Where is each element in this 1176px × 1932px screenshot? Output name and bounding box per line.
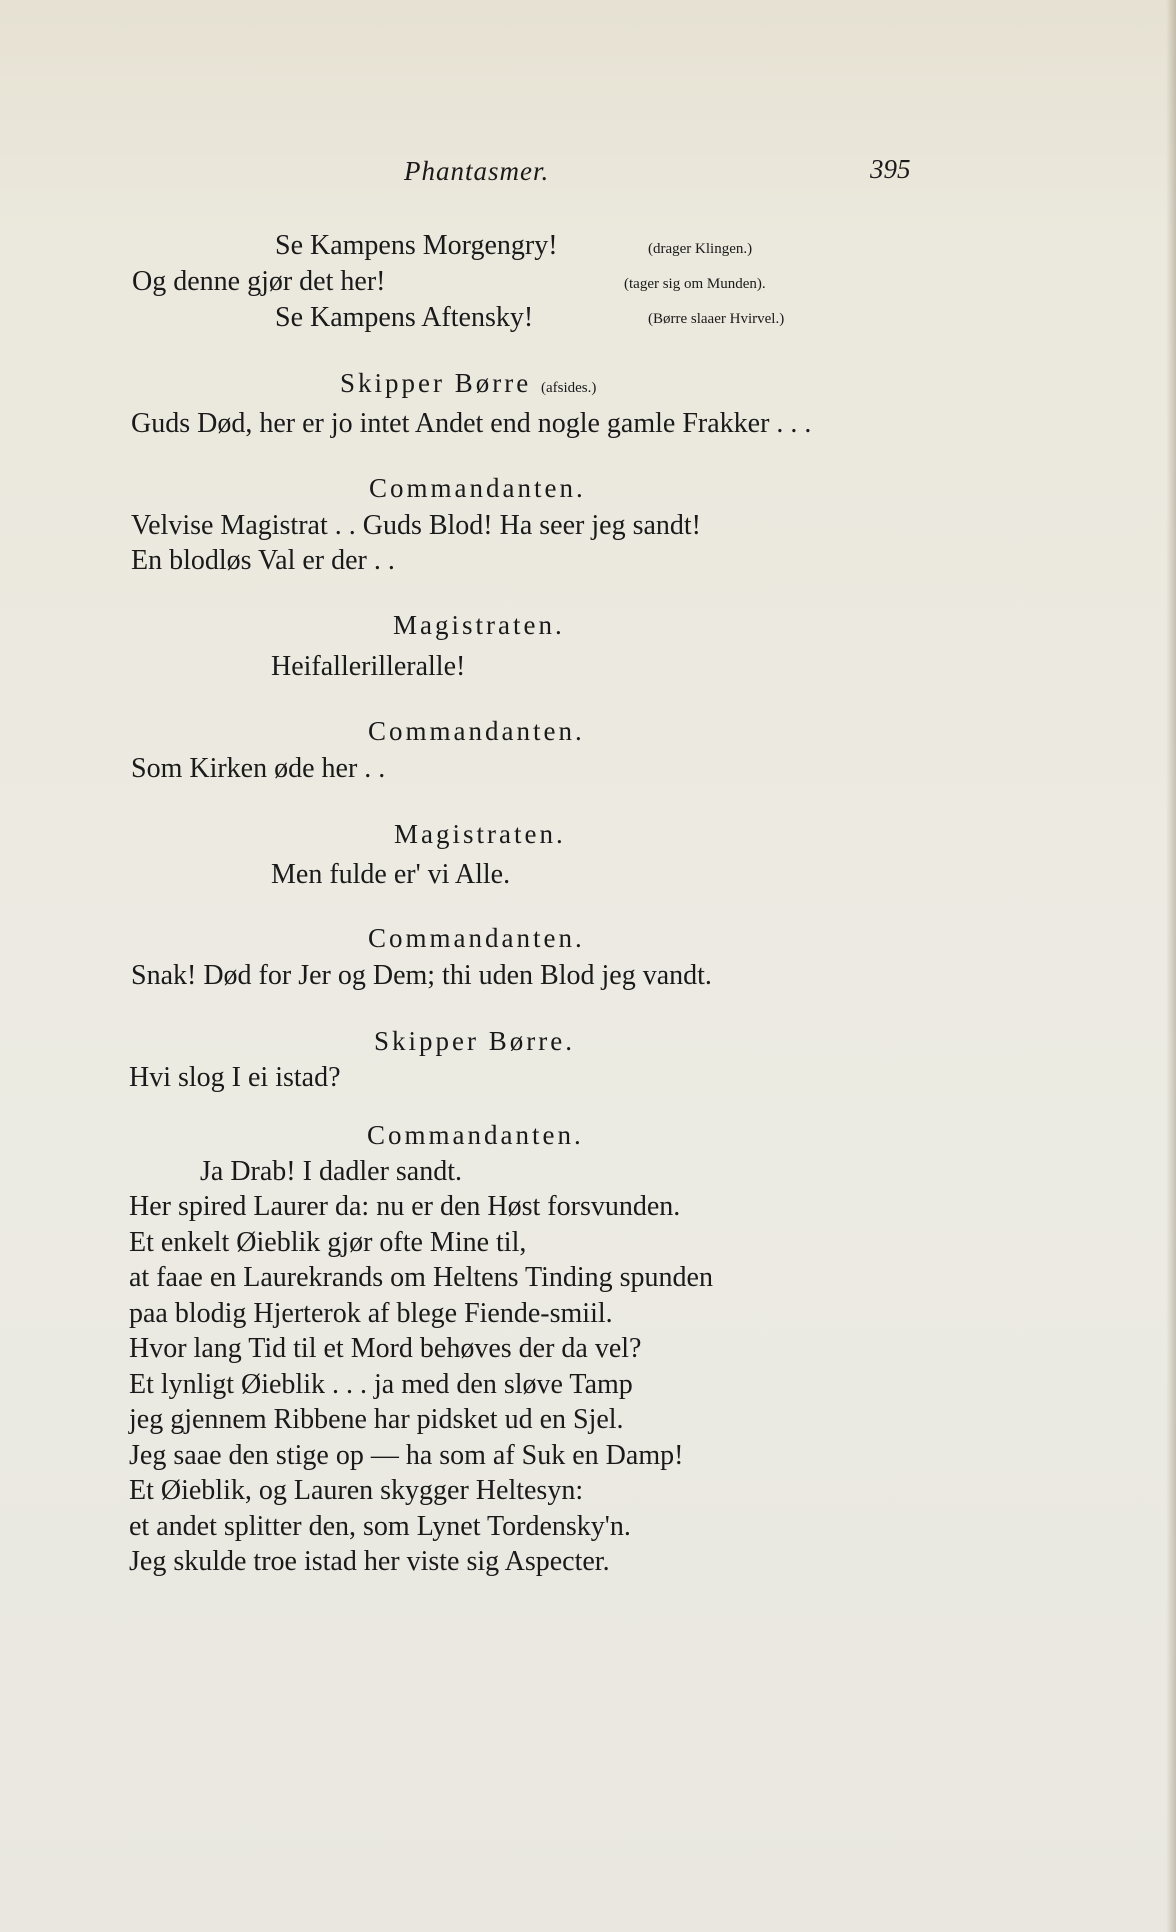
verse-line: Hvor lang Tid til et Mord behøves der da vel? <box>129 1333 642 1364</box>
speaker-name: Commandanten. <box>368 716 585 746</box>
speaker-name: Magistraten. <box>394 819 566 849</box>
verse-line: Et lynligt Øieblik . . . ja med den sløve Tamp <box>129 1369 633 1400</box>
page-edge-shadow <box>1166 0 1176 1932</box>
speaker-name: Commandanten. <box>367 1120 584 1150</box>
verse-line: Men fulde er' vi Alle. <box>271 859 511 890</box>
verse-line: et andet splitter den, som Lynet Tordensky'n. <box>129 1511 631 1542</box>
verse-line: Guds Død, her er jo intet Andet end nogle gamle Frakker . . . <box>131 408 812 439</box>
verse-line: Se Kampens Morgengry! <box>275 230 558 261</box>
verse-line: Et enkelt Øieblik gjør ofte Mine til, <box>129 1227 527 1258</box>
speaker-name: Commandanten. <box>369 473 586 503</box>
verse-line: En blodløs Val er der . . <box>131 545 395 576</box>
stage-direction: (Børre slaaer Hvirvel.) <box>648 311 785 327</box>
speaker-stage-direction: (afsides.) <box>540 380 597 396</box>
verse-line: Velvise Magistrat . . Guds Blod! Ha seer jeg sandt! <box>131 510 701 541</box>
speaker-name <box>340 370 596 397</box>
verse-line: Hvi slog I ei istad? <box>129 1062 341 1093</box>
verse-line: Som Kirken øde her . . <box>131 753 386 784</box>
stage-direction: (drager Klingen.) <box>648 241 753 257</box>
verse-line: Jeg saae den stige op — ha som af Suk en Damp! <box>129 1440 684 1471</box>
speaker-name: Commandanten. <box>368 923 585 953</box>
verse-line: Og denne gjør det her! <box>132 266 386 297</box>
stage-direction: (tager sig om Munden). <box>624 276 766 292</box>
verse-line: Jeg skulde troe istad her viste sig Aspecter. <box>129 1546 610 1577</box>
verse-line: Se Kampens Aftensky! <box>275 302 534 333</box>
verse-line: Ja Drab! I dadler sandt. <box>200 1156 463 1187</box>
verse-line: jeg gjennem Ribbene har pidsket ud en Sjel. <box>129 1404 624 1435</box>
running-header-title: Phantasmer. <box>404 156 550 186</box>
verse-line: Et Øieblik, og Lauren skygger Heltesyn: <box>129 1475 584 1506</box>
speaker-name: Skipper Børre. <box>374 1026 575 1056</box>
speaker-name: Magistraten. <box>393 610 565 640</box>
verse-line: paa blodig Hjerterok af blege Fiende-smiil. <box>129 1298 613 1329</box>
verse-line: at faae en Laurekrands om Heltens Tinding spunden <box>129 1262 713 1293</box>
verse-line: Heifallerilleralle! <box>271 651 466 682</box>
verse-line: Snak! Død for Jer og Dem; thi uden Blod jeg vandt. <box>131 960 712 991</box>
verse-line: Her spired Laurer da: nu er den Høst forsvunden. <box>129 1191 681 1222</box>
speaker-label: Skipper Børre <box>340 368 532 398</box>
page-number: 395 <box>870 154 911 184</box>
